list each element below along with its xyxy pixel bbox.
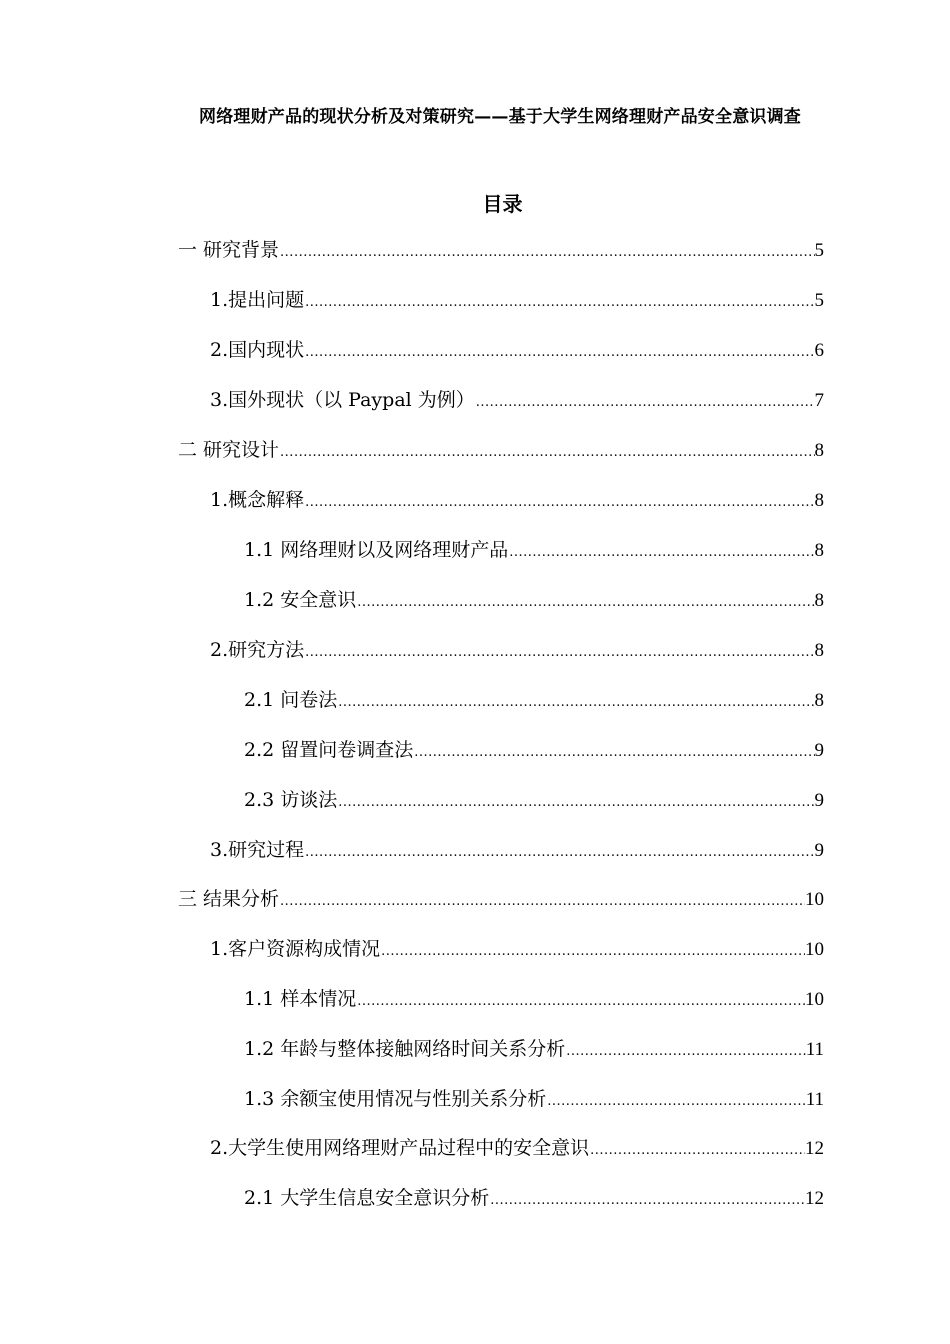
toc-entry[interactable] <box>210 835 824 865</box>
toc-entry[interactable] <box>244 735 824 765</box>
toc-entry[interactable] <box>178 884 824 914</box>
toc-entry-page: 9 <box>814 790 824 811</box>
toc-entry[interactable] <box>210 635 824 665</box>
toc-entry-page: 9 <box>814 740 824 761</box>
toc-entry-label: 1.提出问题 <box>210 289 305 311</box>
toc-entry-page: 9 <box>814 840 824 861</box>
toc-entry-page: 8 <box>814 490 824 511</box>
toc-entry-label: 三 结果分析 <box>178 888 280 910</box>
toc-leader-dots <box>305 288 814 318</box>
toc-entry-page: 8 <box>814 640 824 661</box>
toc-entry[interactable] <box>244 535 824 565</box>
toc-entry-page: 12 <box>805 1188 824 1209</box>
toc-leader-dots <box>280 887 805 917</box>
toc-entry-page: 12 <box>805 1138 824 1159</box>
toc-entry-label: 2.1 问卷法 <box>244 689 338 711</box>
toc-leader-dots <box>305 638 814 668</box>
toc-leader-dots <box>414 738 814 768</box>
toc-leader-dots <box>509 538 814 568</box>
toc-leader-dots <box>547 1087 805 1117</box>
toc-entry[interactable] <box>244 685 824 715</box>
toc-entry-label: 1.概念解释 <box>210 489 305 511</box>
toc-entry[interactable] <box>210 485 824 515</box>
toc-entry-page: 11 <box>805 1089 824 1110</box>
toc-entry-page: 8 <box>814 440 824 461</box>
toc-leader-dots <box>357 588 814 618</box>
toc-leader-dots <box>566 1037 805 1067</box>
toc-entry-label: 2.研究方法 <box>210 639 305 661</box>
toc-entry[interactable] <box>178 235 824 265</box>
toc-leader-dots <box>338 688 814 718</box>
toc-leader-dots <box>338 788 814 818</box>
toc-entry-label: 2.国内现状 <box>210 339 305 361</box>
toc-leader-dots <box>305 488 814 518</box>
toc-entry-label: 2.3 访谈法 <box>244 789 338 811</box>
toc-entry[interactable] <box>244 1034 824 1064</box>
toc-entry[interactable] <box>244 984 824 1014</box>
toc-entry-page: 10 <box>805 889 824 910</box>
toc-entry[interactable] <box>210 335 824 365</box>
toc-entry-page: 8 <box>814 690 824 711</box>
toc-leader-dots <box>381 937 805 967</box>
toc-leader-dots <box>305 838 814 868</box>
toc-entry-label: 2.2 留置问卷调查法 <box>244 739 414 761</box>
toc-leader-dots <box>280 238 814 268</box>
toc-entry-page: 8 <box>814 540 824 561</box>
toc-entry-label: 1.2 年龄与整体接触网络时间关系分析 <box>244 1038 566 1060</box>
toc-entry[interactable] <box>244 585 824 615</box>
toc-entry[interactable] <box>210 1133 824 1163</box>
toc-entry-label: 3.研究过程 <box>210 839 305 861</box>
toc-leader-dots <box>590 1136 805 1166</box>
toc-entry-label: 1.客户资源构成情况 <box>210 938 381 960</box>
toc-entry-label: 2.1 大学生信息安全意识分析 <box>244 1187 490 1209</box>
toc-entry-label: 一 研究背景 <box>178 239 280 261</box>
toc-entry-label: 二 研究设计 <box>178 439 280 461</box>
toc-entry-label: 3.国外现状（以 Paypal 为例） <box>210 389 475 411</box>
toc-entry-page: 6 <box>814 340 824 361</box>
toc-entry-page: 5 <box>814 240 824 261</box>
toc-entry-page: 7 <box>814 390 824 411</box>
document-title: 网络理财产品的现状分析及对策研究——基于大学生网络理财产品安全意识调查 <box>199 107 801 127</box>
toc-leader-dots <box>490 1186 805 1216</box>
toc-entry[interactable] <box>210 934 824 964</box>
toc-leader-dots <box>357 987 805 1017</box>
toc-entry-label: 2.大学生使用网络理财产品过程中的安全意识 <box>210 1137 590 1159</box>
toc-leader-dots <box>476 388 815 418</box>
toc-entry-label: 1.1 网络理财以及网络理财产品 <box>244 539 509 561</box>
toc-entry[interactable] <box>244 785 824 815</box>
toc-entry-label: 1.1 样本情况 <box>244 988 357 1010</box>
toc-entry-page: 10 <box>805 989 824 1010</box>
toc-entry-page: 8 <box>814 590 824 611</box>
toc-entry[interactable] <box>210 385 824 415</box>
toc-entry[interactable] <box>178 435 824 465</box>
toc-leader-dots <box>305 338 814 368</box>
toc-entry-page: 10 <box>805 939 824 960</box>
toc-entry-page: 5 <box>814 290 824 311</box>
toc-leader-dots <box>280 438 814 468</box>
toc-entry[interactable] <box>244 1183 824 1213</box>
toc-entry-label: 1.2 安全意识 <box>244 589 357 611</box>
toc-entry[interactable] <box>244 1084 824 1114</box>
toc-entry-page: 11 <box>805 1039 824 1060</box>
toc-entry[interactable] <box>210 285 824 315</box>
toc-heading: 目录 <box>482 192 523 216</box>
toc-entry-label: 1.3 余额宝使用情况与性别关系分析 <box>244 1088 547 1110</box>
